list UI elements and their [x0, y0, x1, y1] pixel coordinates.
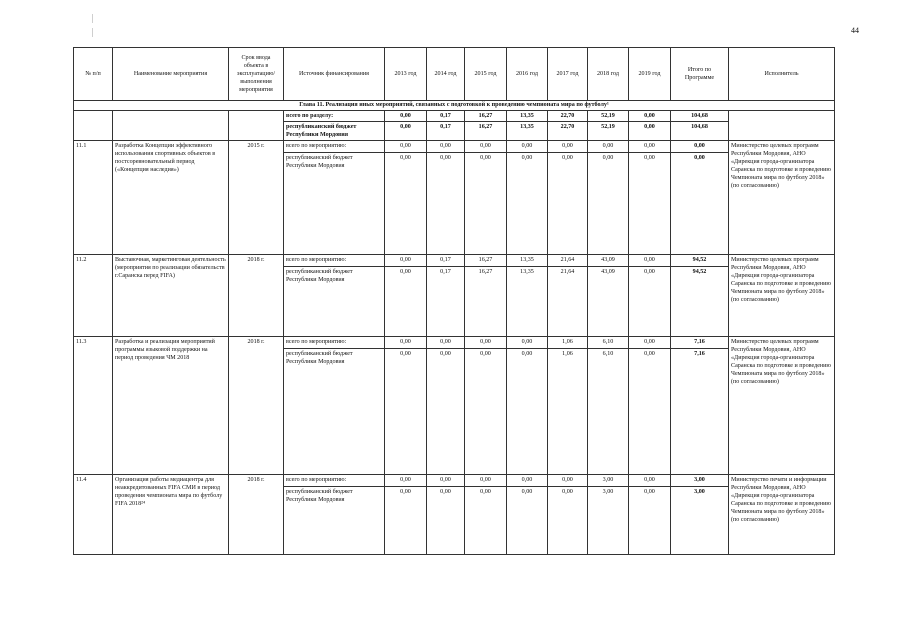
value-cell: 0,00: [385, 487, 427, 555]
value-cell: 6,10: [588, 337, 629, 349]
value-cell: 0,00: [507, 475, 548, 487]
value-cell: 43,09: [588, 255, 629, 267]
funding-source: республиканский бюджет Республики Мордовия: [284, 153, 385, 255]
funding-source: республиканский бюджет Республики Мордовия: [284, 267, 385, 337]
value-cell: 0,00: [671, 153, 729, 255]
item-executor: Министерство печати и информации Республики Мордовия, АНО «Дирекция города-организатора Саранска по подготовке и проведению Чемпионата мира по футболу 2018» (по согласованию): [729, 475, 835, 555]
column-header: 2013 год: [385, 48, 427, 101]
value-cell: 0,00: [629, 267, 671, 337]
column-header: 2015 год: [465, 48, 507, 101]
item-term: 2018 г.: [229, 337, 284, 475]
value-cell: 16,27: [465, 111, 507, 122]
value-cell: 0,00: [507, 487, 548, 555]
funding-source: республиканский бюджет Республики Мордовия: [284, 487, 385, 555]
empty-cell: [74, 111, 113, 141]
table-row: [74, 141, 835, 153]
funding-source: республиканский бюджет Республики Мордовия: [284, 122, 385, 141]
column-header: 2014 год: [427, 48, 465, 101]
value-cell: 1,06: [548, 349, 588, 475]
funding-source: всего по разделу:: [284, 111, 385, 122]
column-header: 2018 год: [588, 48, 629, 101]
value-cell: 3,00: [671, 487, 729, 555]
value-cell: 0,00: [427, 337, 465, 349]
table-header-row: [74, 48, 835, 101]
value-cell: 0,00: [548, 487, 588, 555]
value-cell: 0,00: [507, 337, 548, 349]
value-cell: 104,68: [671, 122, 729, 141]
value-cell: 0,00: [385, 141, 427, 153]
column-header: 2019 год: [629, 48, 671, 101]
value-cell: 43,09: [588, 267, 629, 337]
empty-cell: [229, 111, 284, 141]
funding-source: всего по мероприятию:: [284, 337, 385, 349]
value-cell: 52,19: [588, 111, 629, 122]
value-cell: 22,70: [548, 111, 588, 122]
value-cell: 21,64: [548, 255, 588, 267]
item-name: Разработка Концепции эффективного использования спортивных объектов в постсоревновательный период («Концепция наследия»): [113, 141, 229, 255]
value-cell: 0,00: [629, 349, 671, 475]
value-cell: 0,00: [465, 153, 507, 255]
value-cell: 1,06: [548, 337, 588, 349]
table-row: [74, 255, 835, 267]
item-name: Организация работы медиацентра для неаккредитованных FIFA СМИ в период проведения чемпионата мира по футболу FIFA 2018²⁴: [113, 475, 229, 555]
value-cell: 13,35: [507, 255, 548, 267]
value-cell: 0,17: [427, 111, 465, 122]
value-cell: 0,00: [427, 487, 465, 555]
value-cell: 0,00: [465, 487, 507, 555]
item-number: 11.3: [74, 337, 113, 475]
value-cell: 0,00: [385, 122, 427, 141]
item-executor: Министерство целевых программ Республики Мордовия, АНО «Дирекция города-организатора Саранска по подготовке и проведению Чемпионата мира по футболу 2018» (по согласованию): [729, 255, 835, 337]
item-executor: Министерство целевых программ Республики Мордовия, АНО «Дирекция города-организатора Саранска по подготовке и проведению Чемпионата мира по футболу 2018» (по согласованию): [729, 141, 835, 255]
value-cell: 0,00: [629, 111, 671, 122]
item-term: 2015 г.: [229, 141, 284, 255]
table-row: [74, 475, 835, 487]
funding-source: всего по мероприятию:: [284, 141, 385, 153]
item-number: 11.4: [74, 475, 113, 555]
page-number: 44: [851, 26, 859, 35]
value-cell: 0,00: [465, 141, 507, 153]
item-number: 11.2: [74, 255, 113, 337]
value-cell: 0,17: [427, 267, 465, 337]
column-header: Исполнитель: [729, 48, 835, 101]
value-cell: 0,00: [548, 153, 588, 255]
value-cell: 0,00: [629, 487, 671, 555]
item-term: 2018 г.: [229, 255, 284, 337]
value-cell: 0,17: [427, 122, 465, 141]
value-cell: 0,00: [629, 475, 671, 487]
chapter-title: Глава 11. Реализация иных мероприятий, связанных с подготовкой к проведению чемпионата мира по футболу¹: [74, 101, 835, 111]
value-cell: 7,16: [671, 337, 729, 349]
value-cell: 52,19: [588, 122, 629, 141]
chapter-row: [74, 101, 835, 111]
item-executor: Министерство целевых программ Республики Мордовия, АНО «Дирекция города-организатора Саранска по подготовке и проведению Чемпионата мира по футболу 2018» (по согласованию): [729, 337, 835, 475]
value-cell: 0,00: [385, 349, 427, 475]
program-financing-table: [73, 47, 835, 555]
scan-mark: [92, 28, 93, 37]
value-cell: 3,00: [588, 475, 629, 487]
value-cell: 0,00: [671, 141, 729, 153]
value-cell: 0,00: [385, 255, 427, 267]
value-cell: 13,35: [507, 122, 548, 141]
value-cell: 0,00: [629, 337, 671, 349]
value-cell: 7,16: [671, 349, 729, 475]
value-cell: 16,27: [465, 267, 507, 337]
value-cell: 0,00: [588, 153, 629, 255]
value-cell: 0,00: [507, 153, 548, 255]
value-cell: 0,00: [629, 122, 671, 141]
value-cell: 0,00: [385, 153, 427, 255]
column-header: Итого по Программе: [671, 48, 729, 101]
value-cell: 16,27: [465, 255, 507, 267]
value-cell: 0,00: [427, 349, 465, 475]
value-cell: 0,00: [465, 337, 507, 349]
value-cell: 21,64: [548, 267, 588, 337]
value-cell: 0,00: [427, 141, 465, 153]
funding-source: всего по мероприятию:: [284, 475, 385, 487]
value-cell: 0,00: [465, 475, 507, 487]
value-cell: 0,00: [507, 349, 548, 475]
value-cell: 0,00: [385, 267, 427, 337]
value-cell: 0,00: [385, 111, 427, 122]
item-name: Выставочная, маркетинговая деятельность (мероприятия по реализации обязательств г.Саранска перед FIFA): [113, 255, 229, 337]
column-header: Источник финансирования: [284, 48, 385, 101]
value-cell: 0,00: [507, 141, 548, 153]
empty-cell: [113, 111, 229, 141]
item-term: 2018 г.: [229, 475, 284, 555]
value-cell: 0,00: [629, 141, 671, 153]
value-cell: 0,17: [427, 255, 465, 267]
empty-cell: [729, 111, 835, 141]
value-cell: 0,00: [548, 475, 588, 487]
value-cell: 94,52: [671, 267, 729, 337]
item-number: 11.1: [74, 141, 113, 255]
value-cell: 104,68: [671, 111, 729, 122]
value-cell: 0,00: [385, 337, 427, 349]
item-name: Разработка и реализация мероприятий программы языковой поддержки на период проведения ЧМ 2018: [113, 337, 229, 475]
column-header: Наименование мероприятия: [113, 48, 229, 101]
value-cell: 0,00: [385, 475, 427, 487]
table-row: [74, 337, 835, 349]
column-header: Срок ввода объекта в эксплуатацию/ выполнения мероприятия: [229, 48, 284, 101]
value-cell: 6,10: [588, 349, 629, 475]
value-cell: 22,70: [548, 122, 588, 141]
funding-source: всего по мероприятию:: [284, 255, 385, 267]
column-header: 2016 год: [507, 48, 548, 101]
value-cell: 3,00: [588, 487, 629, 555]
value-cell: 94,52: [671, 255, 729, 267]
value-cell: 0,00: [427, 475, 465, 487]
column-header: 2017 год: [548, 48, 588, 101]
value-cell: 0,00: [629, 255, 671, 267]
value-cell: 0,00: [465, 349, 507, 475]
value-cell: 0,00: [548, 141, 588, 153]
value-cell: 0,00: [629, 153, 671, 255]
value-cell: 0,00: [427, 153, 465, 255]
scan-mark: [92, 14, 93, 23]
section-total-row: [74, 111, 835, 122]
value-cell: 16,27: [465, 122, 507, 141]
funding-source: республиканский бюджет Республики Мордовия: [284, 349, 385, 475]
value-cell: 3,00: [671, 475, 729, 487]
value-cell: 13,35: [507, 111, 548, 122]
column-header: № п/п: [74, 48, 113, 101]
value-cell: 13,35: [507, 267, 548, 337]
value-cell: 0,00: [588, 141, 629, 153]
